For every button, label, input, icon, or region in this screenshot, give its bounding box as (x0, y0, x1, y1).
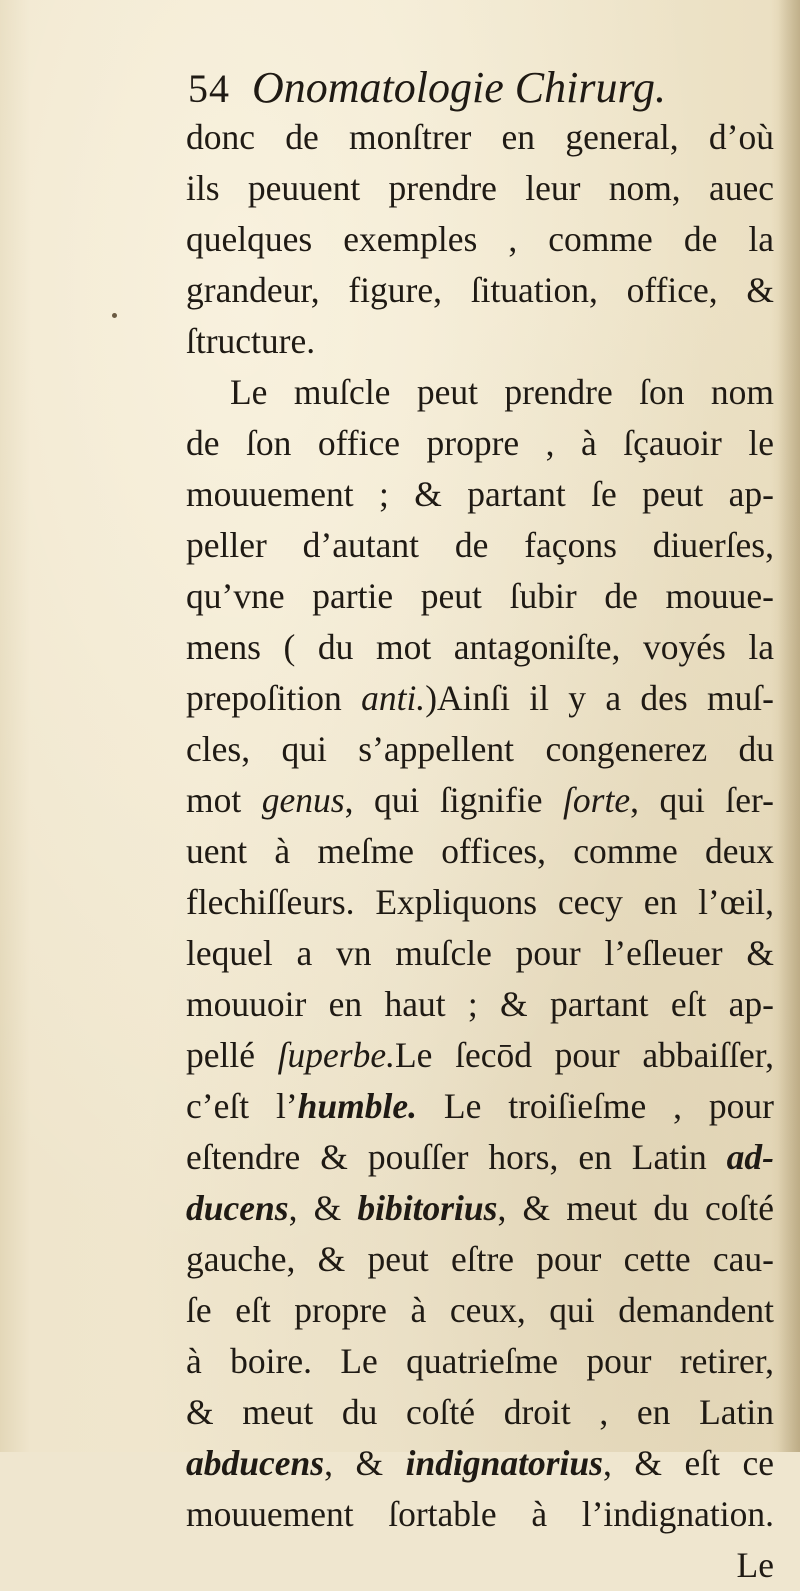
text-run: prepoſition (186, 678, 362, 718)
text-run: , & meut du coſté (497, 1188, 774, 1228)
text-line (186, 316, 774, 367)
text-line (186, 775, 774, 826)
text-line (186, 418, 774, 469)
text-line (186, 520, 774, 571)
text-run: qu’vne partie peut ſubir de mouue- (186, 576, 774, 616)
text-run: à boire. Le quatrieſme pour retirer, (186, 1341, 774, 1381)
body-text (186, 112, 774, 1591)
catchword: Le (736, 1545, 774, 1585)
text-line (186, 1081, 774, 1132)
text-run: )Ainſi il y a des muſ- (425, 678, 775, 718)
text-line (186, 724, 774, 775)
page-edge-shadow (778, 0, 800, 1452)
text-line (186, 877, 774, 928)
text-run: ſtructure. (186, 321, 316, 361)
text-run: Le troiſieſme , pour (417, 1086, 775, 1126)
text-line (186, 1183, 774, 1234)
margin-mark (112, 313, 117, 318)
text-run: eſtendre & pouſſer hors, en Latin (186, 1137, 727, 1177)
text-line (186, 265, 774, 316)
text-run: gauche, & peut eſtre pour cette cau- (186, 1239, 774, 1279)
text-line (186, 673, 774, 724)
text-run: indignatorius (405, 1443, 603, 1483)
text-run: c’eſt l’ (186, 1086, 298, 1126)
text-run: , & eſt ce (602, 1443, 775, 1483)
text-line (186, 826, 774, 877)
text-run: ducens (186, 1188, 289, 1228)
text-run: bibitorius (357, 1188, 498, 1228)
text-line (186, 622, 774, 673)
text-line (186, 214, 774, 265)
text-line (186, 1438, 774, 1489)
text-line (186, 163, 774, 214)
text-run: mouuement ſortable à l’indignation. (186, 1494, 774, 1534)
text-line (186, 1336, 774, 1387)
text-line (186, 367, 774, 418)
text-run: , qui ſer- (630, 780, 774, 820)
text-line (186, 112, 774, 163)
text-line (186, 1030, 774, 1081)
text-run: de ſon office propre , à ſçauoir le (186, 423, 774, 463)
text-line (186, 571, 774, 622)
text-run: ſe eſt propre à ceux, qui demandent (186, 1290, 774, 1330)
text-run: mens ( du mot antagoniſte, voyés la (186, 627, 774, 667)
text-run: ad- (726, 1137, 774, 1177)
running-title: Onomatologie Chirurg. (252, 63, 666, 112)
text-run: genus (261, 780, 345, 820)
text-run: , qui ſignifie (344, 780, 564, 820)
text-run: Le ſecōd pour abbaiſſer, (394, 1035, 774, 1075)
text-run: , & (324, 1443, 406, 1483)
text-run: ils peuuent prendre leur nom, auec (186, 168, 774, 208)
text-line (186, 1132, 774, 1183)
text-run: uent à meſme offices, comme deux (186, 831, 774, 871)
text-line (186, 1285, 774, 1336)
text-run: mot (186, 780, 262, 820)
text-line (186, 928, 774, 979)
text-line (186, 1489, 774, 1540)
text-run: humble. (297, 1086, 418, 1126)
text-run: grandeur, figure, ſituation, office, & (186, 270, 774, 310)
text-run: mouuement ; & partant ſe peut ap- (186, 474, 774, 514)
text-run: cles, qui s’appellent congenerez du (186, 729, 774, 769)
text-run: peller d’autant de façons diuerſes, (186, 525, 774, 565)
text-run: mouuoir en haut ; & partant eſt ap- (186, 984, 774, 1024)
text-run: & meut du coſté droit , en Latin (186, 1392, 774, 1432)
text-line (186, 1387, 774, 1438)
text-run: ſuperbe. (277, 1035, 395, 1075)
text-run: anti. (361, 678, 426, 718)
text-run: flechiſſeurs. Expliquons cecy en l’œil, (186, 882, 774, 922)
text-run: donc de monſtrer en general, d’où (186, 117, 774, 157)
text-run: abducens (186, 1443, 325, 1483)
text-run: ſorte (563, 780, 631, 820)
text-run: quelques exemples , comme de la (186, 219, 774, 259)
text-run: , & (288, 1188, 358, 1228)
text-line (186, 979, 774, 1030)
text-line (186, 1234, 774, 1285)
page-number: 54 (188, 66, 230, 111)
text-run: lequel a vn muſcle pour l’eſleuer & (186, 933, 774, 973)
text-run: pellé (186, 1035, 278, 1075)
text-line (186, 469, 774, 520)
text-run: Le muſcle peut prendre ſon nom (230, 372, 774, 412)
